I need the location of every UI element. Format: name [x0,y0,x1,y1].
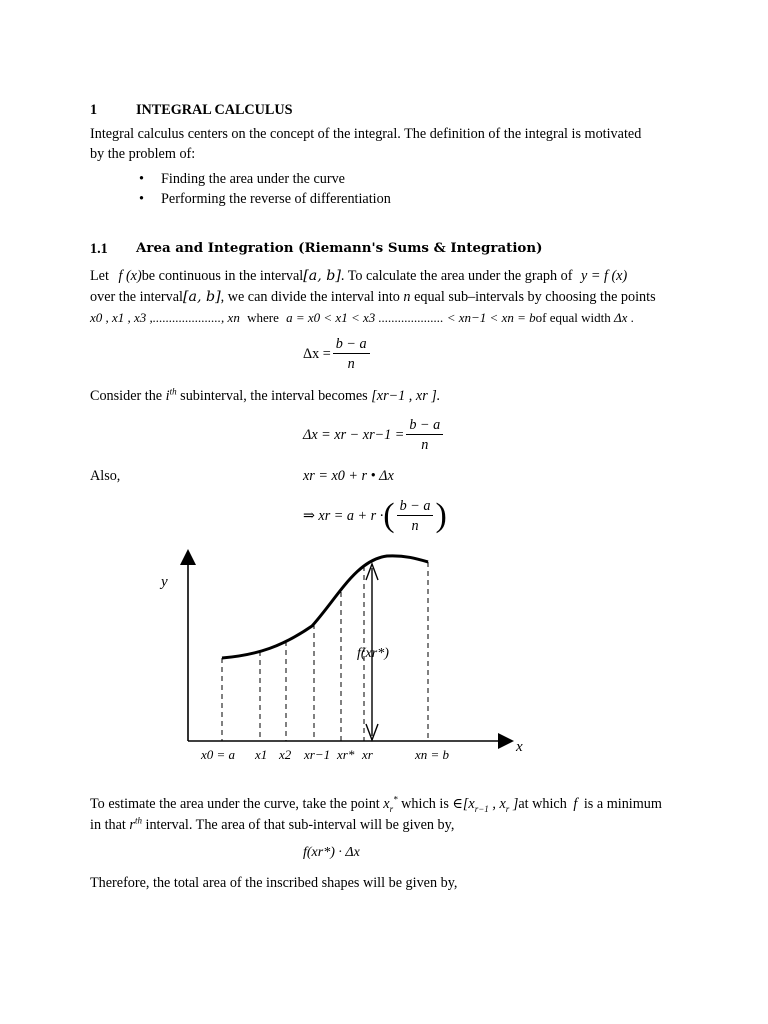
interval-ab: [a, b] [303,268,341,284]
bullet-item: • Performing the reverse of differentiation [139,192,391,212]
tick-label-xr: xr [362,747,373,762]
bullet-item: • Finding the area under the curve [139,172,391,192]
n-variable: n [403,289,411,305]
xr-star-point: $x_r^*$ [383,794,398,814]
area-expression: f(xr*) · Δx [303,845,360,860]
consider-text: Consider the [90,388,163,404]
curve-fx [222,556,428,658]
para3-line-2 [90,815,455,833]
right-paren: ) [435,497,447,535]
para2-line-3 [90,311,634,324]
riemann-sum-figure [0,540,768,770]
divide-text: , we can divide the interval into [220,289,400,305]
intro-line-1: Integral calculus centers on the concept of the integral. The definition of the integral is motivated [90,126,642,142]
tick-label-a: x0 = a [201,747,236,762]
therefore-line: Therefore, the total area of the inscribed shapes will be given by, [90,875,458,891]
left-paren: ( [383,497,395,535]
f-xr-star-label: f(xr*) [357,646,389,661]
tick-label-x2: x2 [279,747,292,762]
in-that-text: in that [90,817,126,833]
eq4-numerator: b − a [397,499,434,516]
to-calculate-text: . To calculate the area under the graph of [340,268,573,284]
subinterval-expression: [xr−1 , xr ]. [371,388,441,404]
tick-labels [200,747,450,762]
equation-xr: xr = x0 + r • Δx [303,468,394,484]
subsection-title: Area and Integration (Riemann's Sums & Integration) [136,240,543,256]
minimum-text: is a minimum [583,796,662,812]
f-symbol: f [573,796,578,812]
equation-xr-implies [303,499,447,533]
equation-delta-x [303,337,372,371]
fx-expression: f (x) [118,268,142,284]
points-sequence: x0 , x1 , x3 ,....................., xn [90,310,240,325]
subinterval-text: subinterval, the interval becomes [180,388,368,404]
over-interval-text: over the interval [90,289,183,305]
eq2-denominator: n [421,437,429,454]
eq1-lhs: Δx = [303,346,331,363]
y-eq-fx: y = f (x) [580,268,628,284]
eq1-denominator: n [347,356,355,373]
where-word: where [247,310,279,325]
eq2-fraction [406,418,443,452]
partition-condition: a = x0 < x1 < x3 .................... < xn−1 < xn = b [286,310,536,325]
section-number: 1 [90,102,98,118]
equal-sub-text: equal sub–intervals by choosing the points [414,289,656,305]
also-text: Also, [90,468,121,484]
intro-line-2: by the problem of: [90,146,196,162]
x-axis-label: x [516,739,523,755]
tick-label-x1: x1 [255,747,268,762]
at-which-text: at which [518,796,567,812]
consider-line [90,386,441,404]
eq1-fraction [333,337,370,371]
continuous-text: be continuous in the interval [141,268,304,284]
xr-interval: [$x_{r-1}$ , $x_r$ ] [462,796,519,814]
interval-ab-2: [a, b] [182,289,221,305]
para3-line-1 [90,794,662,814]
tick-label-xr-1: xr−1 [304,747,331,762]
eq4-fraction [397,499,434,533]
eq2-lhs: Δx = xr − xr−1 = [303,427,405,444]
delta-x-symbol: Δx [613,310,628,325]
th-superscript: th [169,386,177,397]
section-title: INTEGRAL CALCULUS [136,102,293,118]
which-in-text: which is ∈ [401,796,463,812]
eq1-numerator: b − a [333,337,370,354]
partition-lines [222,562,428,741]
i-variable: i [165,388,170,404]
equation-delta-x-2 [303,418,445,452]
para2-line-1 [90,269,627,283]
tick-label-b: xn = b [415,747,450,762]
eq2-numerator: b − a [406,418,443,435]
subsection-number: 1.1 [90,241,108,257]
let-word: Let [90,268,109,284]
bullet-list [139,172,391,212]
estimate-text: To estimate the area under the curve, take the point [90,796,380,812]
eq4-denominator: n [411,518,419,535]
period: . [630,310,634,325]
y-axis-label: y [161,574,168,590]
para2-line-2 [90,290,656,304]
equal-width-text: of equal width [535,310,611,325]
r-th-label: $r^{th}$ [129,815,142,833]
tick-label-xr-star: xr* [337,747,355,762]
interval-area-text: interval. The area of that sub-interval will be given by, [145,817,455,833]
eq4-lhs: ⇒ xr = a + r · [303,508,384,525]
